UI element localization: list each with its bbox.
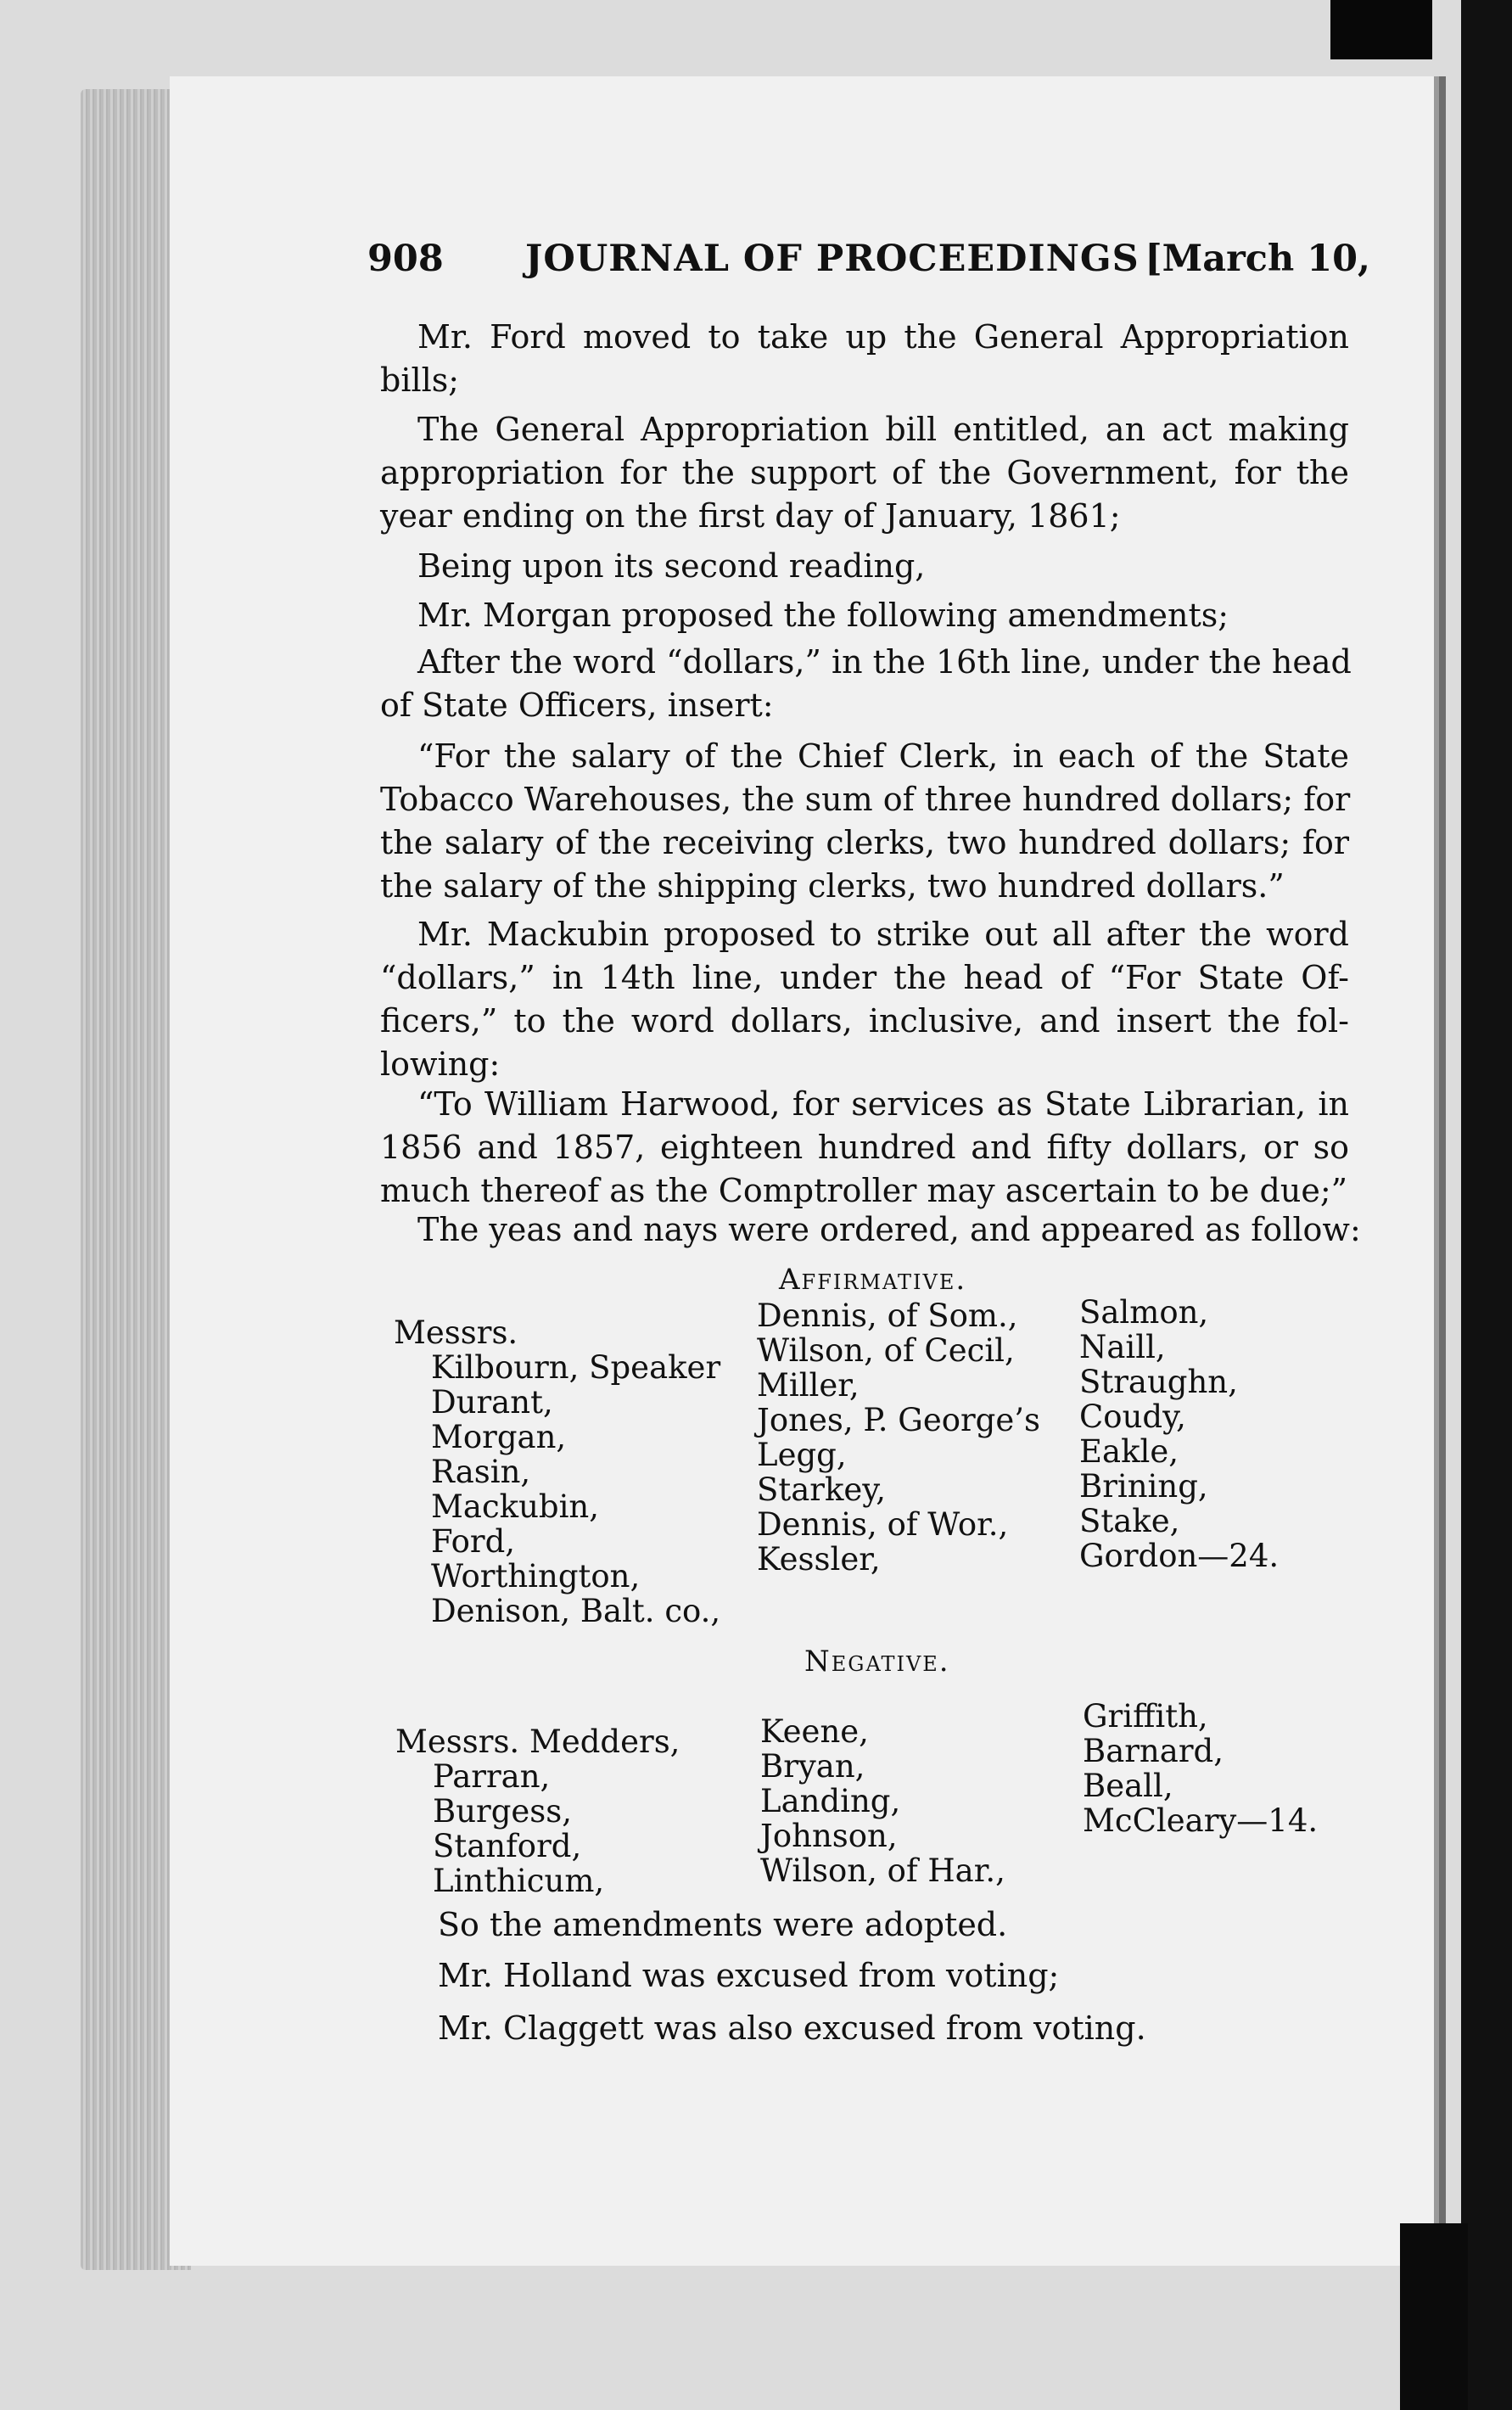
vote-name: Linthicum, — [433, 1863, 605, 1899]
paragraph-ford-motion — [380, 316, 1349, 402]
text-line: Mr. Ford moved to take up the General Appropriation — [417, 318, 1349, 356]
text-line: After the word “dollars,” in the 16th line, under the head — [417, 643, 1352, 681]
vote-name: Parran, — [433, 1758, 551, 1795]
affirmative-column-2 — [757, 1298, 1040, 1577]
text-line: “dollars,” in 14th line, under the head of “For State Of- — [380, 959, 1349, 996]
text-line: Tobacco Warehouses, the sum of three hundred dollars; for — [380, 781, 1351, 818]
vote-name: Stake, — [1079, 1503, 1180, 1539]
text-line: Mr. Morgan proposed the following amendments; — [417, 597, 1229, 634]
vote-name: Dennis, of Som., — [757, 1297, 1018, 1334]
vote-name: Griffith, — [1083, 1698, 1208, 1735]
bookmark-ribbon-bottom — [1400, 2223, 1468, 2410]
paragraph-harwood-quote — [380, 1083, 1349, 1213]
vote-name: Stanford, — [433, 1828, 582, 1864]
page-number: 908 — [367, 238, 444, 280]
vote-name: Durant, — [431, 1384, 553, 1421]
vote-name: Coudy, — [1079, 1398, 1186, 1435]
text-line: The General Appropriation bill entitled, an act making — [417, 411, 1349, 448]
closing-amendments-adopted: So the amendments were adopted. — [438, 1906, 1008, 1943]
vote-name: Miller, — [757, 1367, 860, 1404]
vote-name: Brining, — [1079, 1468, 1208, 1505]
vote-name: Rasin, — [431, 1454, 531, 1490]
vote-name: Burgess, — [433, 1793, 573, 1830]
vote-name: Dennis, of Wor., — [757, 1506, 1009, 1543]
text-line: The yeas and nays were ordered, and appeared as follow: — [417, 1211, 1361, 1248]
paragraph-after-word-dollars — [380, 641, 1352, 727]
affirmative-heading: Affirmative. — [779, 1263, 967, 1297]
text-line: the salary of the receiving clerks, two hundred dollars; for — [380, 824, 1349, 861]
paragraph-mackubin-proposal — [380, 913, 1349, 1086]
paragraph-second-reading — [380, 545, 1349, 588]
page-date: [March 10, — [1145, 238, 1370, 280]
vote-name: Legg, — [757, 1437, 847, 1473]
closing-claggett-excused: Mr. Claggett was also excused from voting. — [438, 2009, 1146, 2047]
vote-name: Starkey, — [757, 1471, 887, 1508]
vote-name: Ford, — [431, 1523, 516, 1560]
text-line: appropriation for the support of the Government, for the — [380, 454, 1349, 491]
text-line: the salary of the shipping clerks, two hundred dollars.” — [380, 867, 1285, 905]
vote-name: Johnson, — [760, 1818, 898, 1854]
text-line: “To William Harwood, for services as State Librarian, in — [417, 1085, 1349, 1123]
running-head — [367, 238, 1370, 297]
text-line: lowing: — [380, 1045, 501, 1083]
book-cover-edge — [1461, 0, 1512, 2410]
paragraph-appropriation-bill — [380, 408, 1349, 538]
vote-name: Straughn, — [1079, 1364, 1238, 1400]
paragraph-morgan-amendments — [380, 594, 1349, 637]
vote-name: Salmon, — [1079, 1294, 1209, 1331]
text-line: much thereof as the Comptroller may ascertain to be due;” — [380, 1172, 1348, 1209]
vote-name: Messrs. Medders, — [395, 1723, 680, 1760]
affirmative-column-3 — [1079, 1295, 1279, 1573]
vote-name: Wilson, of Har., — [760, 1852, 1005, 1889]
negative-column-3 — [1083, 1699, 1318, 1838]
text-line: “For the salary of the Chief Clerk, in each of the State — [417, 737, 1349, 775]
vote-name: Kessler, — [757, 1541, 881, 1578]
vote-name: Gordon—24. — [1079, 1538, 1280, 1574]
vote-name: McCleary—14. — [1083, 1802, 1319, 1839]
vote-name: Denison, Balt. co., — [431, 1593, 721, 1629]
negative-heading: Negative. — [804, 1645, 950, 1679]
vote-name: Landing, — [760, 1783, 901, 1819]
vote-name: Barnard, — [1083, 1733, 1224, 1769]
vote-name: Keene, — [760, 1713, 869, 1750]
text-line: ficers,” to the word dollars, inclusive, and insert the fol- — [380, 1002, 1349, 1040]
affirmative-column-1 — [394, 1315, 720, 1628]
negative-column-2 — [760, 1714, 1005, 1888]
journal-title: JOURNAL OF PROCEEDINGS — [525, 238, 1140, 280]
text-line: 1856 and 1857, eighteen hundred and fifty dollars, or so — [380, 1129, 1349, 1166]
paragraph-yeas-nays — [380, 1208, 1361, 1252]
vote-name: Eakle, — [1079, 1433, 1179, 1470]
vote-name: Mackubin, — [431, 1488, 600, 1525]
bookmark-ribbon-top — [1330, 0, 1432, 59]
text-line: of State Officers, insert: — [380, 687, 774, 724]
text-line: Mr. Mackubin proposed to strike out all after the word — [417, 916, 1349, 953]
vote-name: Bryan, — [760, 1748, 865, 1785]
text-line: year ending on the first day of January, 1861; — [380, 497, 1121, 535]
vote-name: Naill, — [1079, 1329, 1166, 1365]
vote-name: Kilbourn, Speaker — [431, 1349, 721, 1386]
vote-name: Beall, — [1083, 1768, 1173, 1804]
vote-name: Morgan, — [431, 1419, 567, 1455]
text-line: bills; — [380, 362, 460, 399]
closing-holland-excused: Mr. Holland was excused from voting; — [438, 1957, 1060, 1994]
vote-name: Jones, P. George’s — [757, 1402, 1041, 1438]
vote-name: Wilson, of Cecil, — [757, 1332, 1015, 1369]
negative-column-1 — [395, 1724, 680, 1898]
vote-name: Worthington, — [431, 1558, 641, 1595]
vote-name: Messrs. — [394, 1314, 518, 1351]
paragraph-salary-quote — [380, 735, 1349, 908]
text-line: Being upon its second reading, — [417, 547, 926, 585]
